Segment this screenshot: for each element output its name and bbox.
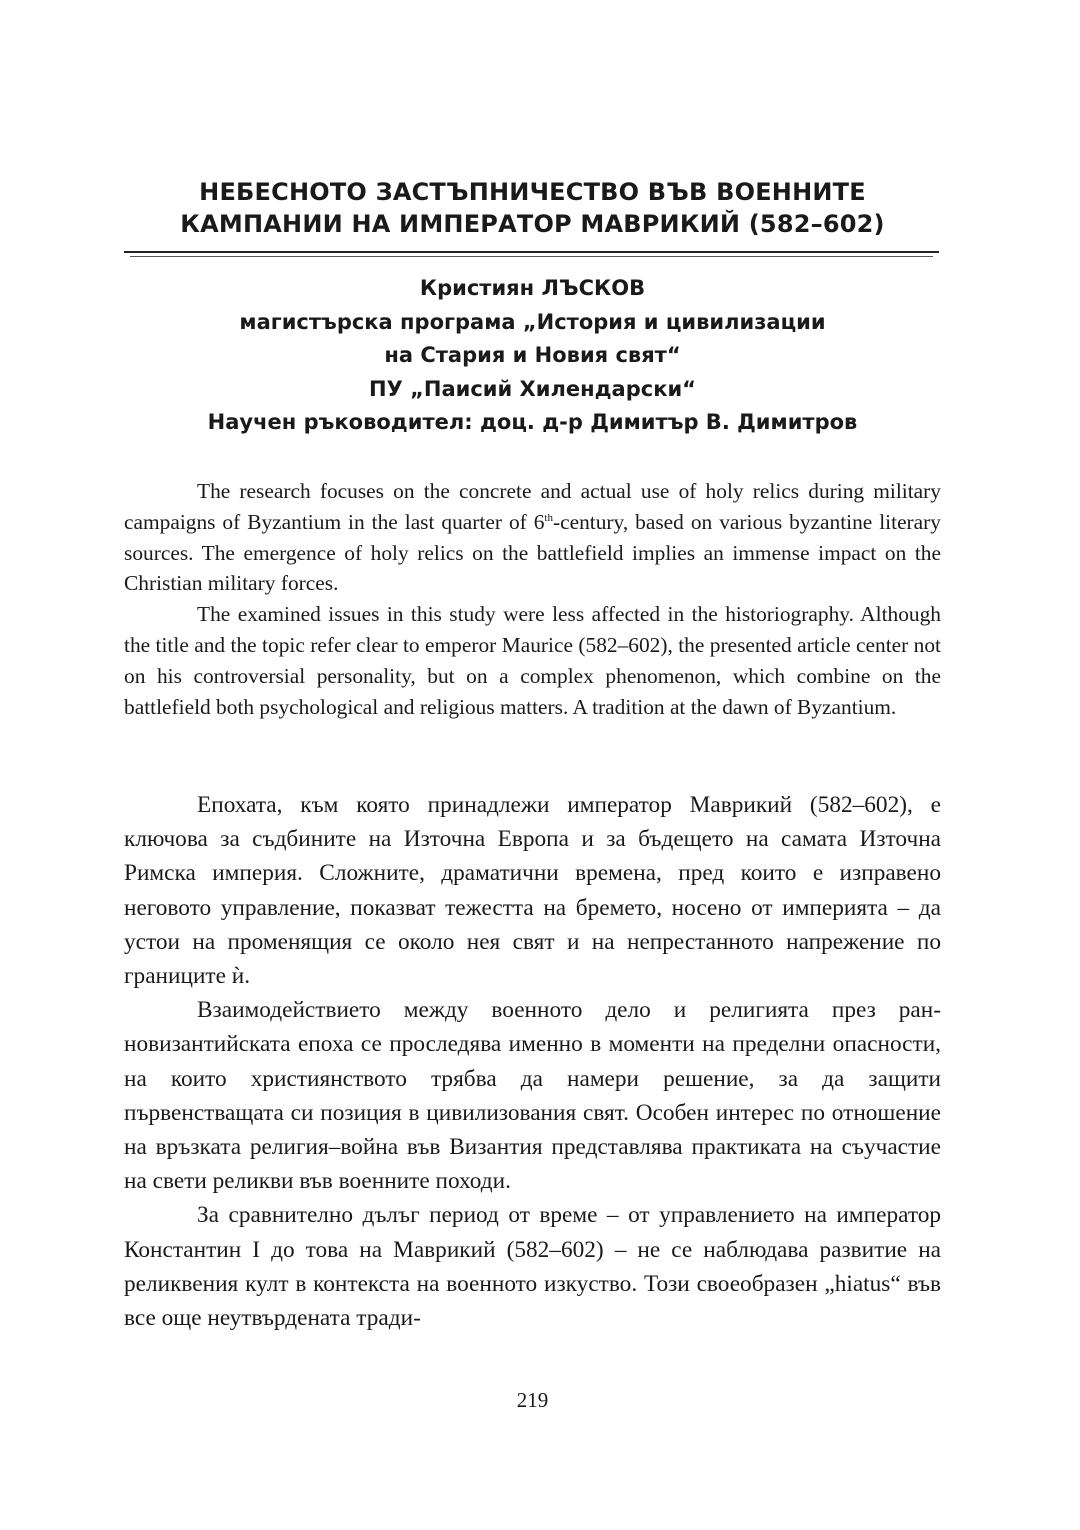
author-university: ПУ „Паисий Хилендарски“ <box>369 376 696 401</box>
page <box>124 0 941 1530</box>
author-block <box>124 272 941 440</box>
author-program-line-2: на Стария и Новия свят“ <box>384 343 681 367</box>
abstract-paragraph-2: The examined issues in this study were less affected in the historiography. Although the title and the topic refer clear to emperor Maurice (582–602), the presented article center not on his controversial personality, but on a complex phenomenon, which combine on the battlefield both psychological and religious matters. A tradition at the dawn of Byzantium. <box>124 602 941 719</box>
abstract-p1-text-b: -century, based on various byzantine literary sources. The emergence of holy relics on the battlefield implies an immense impact on the Christian military forces. <box>124 509 941 596</box>
page-number: 219 <box>516 1388 549 1412</box>
author-name: Кристиян ЛЪСКОВ <box>419 276 646 300</box>
abstract-p1-superscript: th <box>544 511 553 524</box>
body-paragraph-2: Взаимодействието между военното дело и религията през ранновизантийската епоха се проследява именно в моменти на пределни опасности, на които християнството трябва да намери решение, за да защити първенстващата си позиция в цивилизования свят. Особен интерес по отношение на връзката религия–война във Византия представлява практиката на съучастие на свети реликви във военните походи. <box>124 997 941 1195</box>
abstract-paragraph-1 <box>124 476 941 599</box>
article-title-line-2: КАМПАНИИ НА ИМПЕРАТОР МАВРИКИЙ (582–602) <box>180 210 885 238</box>
title-divider-thick <box>124 251 939 253</box>
article-title-line-1: НЕБЕСНОТО ЗАСТЪПНИЧЕСТВО ВЪВ ВОЕННИТЕ <box>199 178 866 206</box>
body-text <box>124 788 941 1335</box>
abstract-p1-text-a: The research focuses on the concrete and actual use of holy relics during military campaigns of Byzantium in the last quarter of 6 <box>124 479 941 534</box>
article-title <box>124 176 941 240</box>
abstract <box>124 476 941 722</box>
body-paragraph-1: Епохата, към която принадлежи император Маврикий (582–602), е ключова за съдбините на Източна Европа и за бъдещето на самата Източна Римска империя. Сложните, драматични времена, пред които е изправено неговото управление, показват тежестта на бремето, носено от империята – да устои на променящия се около нея свят и на непрестанното напрежение по границите ѝ. <box>124 792 941 990</box>
author-program-line-1: магистърска програма „История и цивилизации <box>239 309 826 334</box>
body-paragraph-3: За сравнително дълъг период от време – от управлението на император Константин I до това на Маврикий (582–602) – не се наблюдава развитие на реликвения култ в контекста на военното изкуство. Този своеобразен „hiatus“ във все още неутвърдената тради- <box>124 1202 941 1332</box>
author-advisor: Научен ръководител: доц. д-р Димитър В. Димитров <box>207 410 858 434</box>
title-divider-thin <box>130 256 933 257</box>
